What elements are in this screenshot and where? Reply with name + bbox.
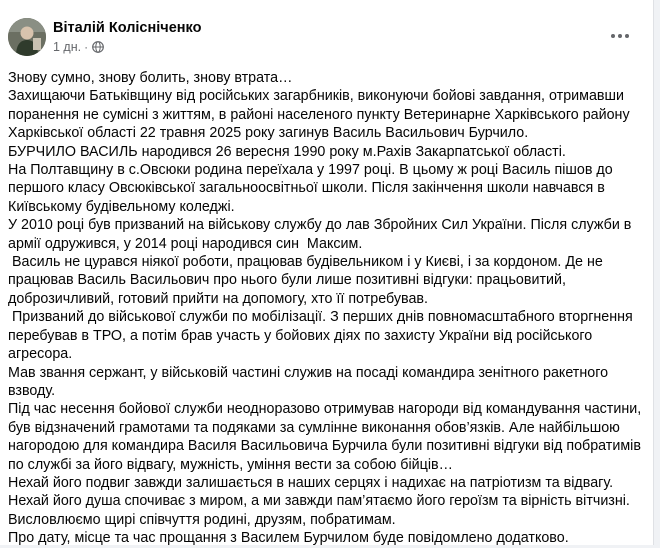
post-meta	[53, 40, 104, 54]
post-paragraph: Про дату, місце та час прощання з Василем Бурчилом буде повідомлено додатково.	[8, 530, 569, 547]
post-paragraph: Призваний до військової служби по мобілізації. З перших днів повномасштабного вторгнення перебував в ТРО, а потім брав участь у бойових діях по захисту України від російського агресора.	[8, 309, 637, 363]
post-body	[8, 69, 648, 548]
more-options-button[interactable]	[606, 26, 634, 46]
post-paragraph: Мав звання сержант, у військовій частині служив на посаді командира зенітного ракетного взводу.	[8, 364, 613, 399]
post-header	[8, 16, 648, 60]
post-paragraph: У 2010 році був призваний на військову службу до лав Збройних Сил України. Після служби в армії одружився, у 2014 році народився син Максим.	[8, 217, 636, 252]
post-paragraph: Захищаючи Батьківщину від російських загарбників, виконуючи бойові завдання, отримавши поранення не сумісні з життям, в районі населеного пункту Ветеринарне Харківського району Харківської області 22 травня 2025 року загинув Василь Васильович Бурчило.	[8, 88, 634, 142]
post-paragraph: БУРЧИЛО ВАСИЛЬ народився 26 вересня 1990 року м.Рахів Закарпатської області.	[8, 143, 566, 160]
post-time[interactable]: 1 дн.	[53, 40, 82, 54]
post-paragraph: Василь не цурався ніякої роботи, працював будівельником і у Києві, і за кордоном. Де не працював Василь Васильович про нього були лише позитивні відгуки: працьовитий, доброзичливий, готовий прийти на допомогу, хто її потребував.	[8, 254, 607, 307]
meta-separator: ·	[84, 40, 89, 54]
more-dots-icon	[610, 33, 630, 39]
post-paragraph: Нехай його подвиг завжди залишається в наших серцях і надихає на патріотизм та відвагу. Нехай його душа спочиває з миром, а ми завжди пам’ятаємо його героїзм та вірність вітчизні.	[8, 474, 630, 510]
post-paragraph: Під час несення бойової служби неодноразово отримував нагороди від командування частини, був відзначений грамотами та подяками за сумлінне виконання обов’язків. Але найбільшою нагородою для командира Василя Васильовича Бурчила були позитивні відгуки від побратимів по службі за його відвагу, мужність, уміння вести за собою бійців…	[8, 401, 646, 473]
author-avatar[interactable]	[8, 18, 46, 56]
globe-icon[interactable]	[92, 41, 104, 53]
post-paragraph: Знову сумно, знову болить, знову втрата…	[8, 70, 293, 86]
avatar-photo-icon	[8, 18, 46, 56]
author-name[interactable]: Віталій Колісніченко	[53, 20, 202, 36]
post-paragraph: На Полтавщину в с.Овсюки родина переїхала у 1997 році. В цьому ж році Василь пішов до першого класу Овсюківської загальноосвітньої школи. Після закінчення школи навчався в Київському будівельному коледжі.	[8, 162, 617, 215]
post-paragraph: Висловлюємо щирі співчуття родині, друзям, побратимам.	[8, 511, 396, 528]
